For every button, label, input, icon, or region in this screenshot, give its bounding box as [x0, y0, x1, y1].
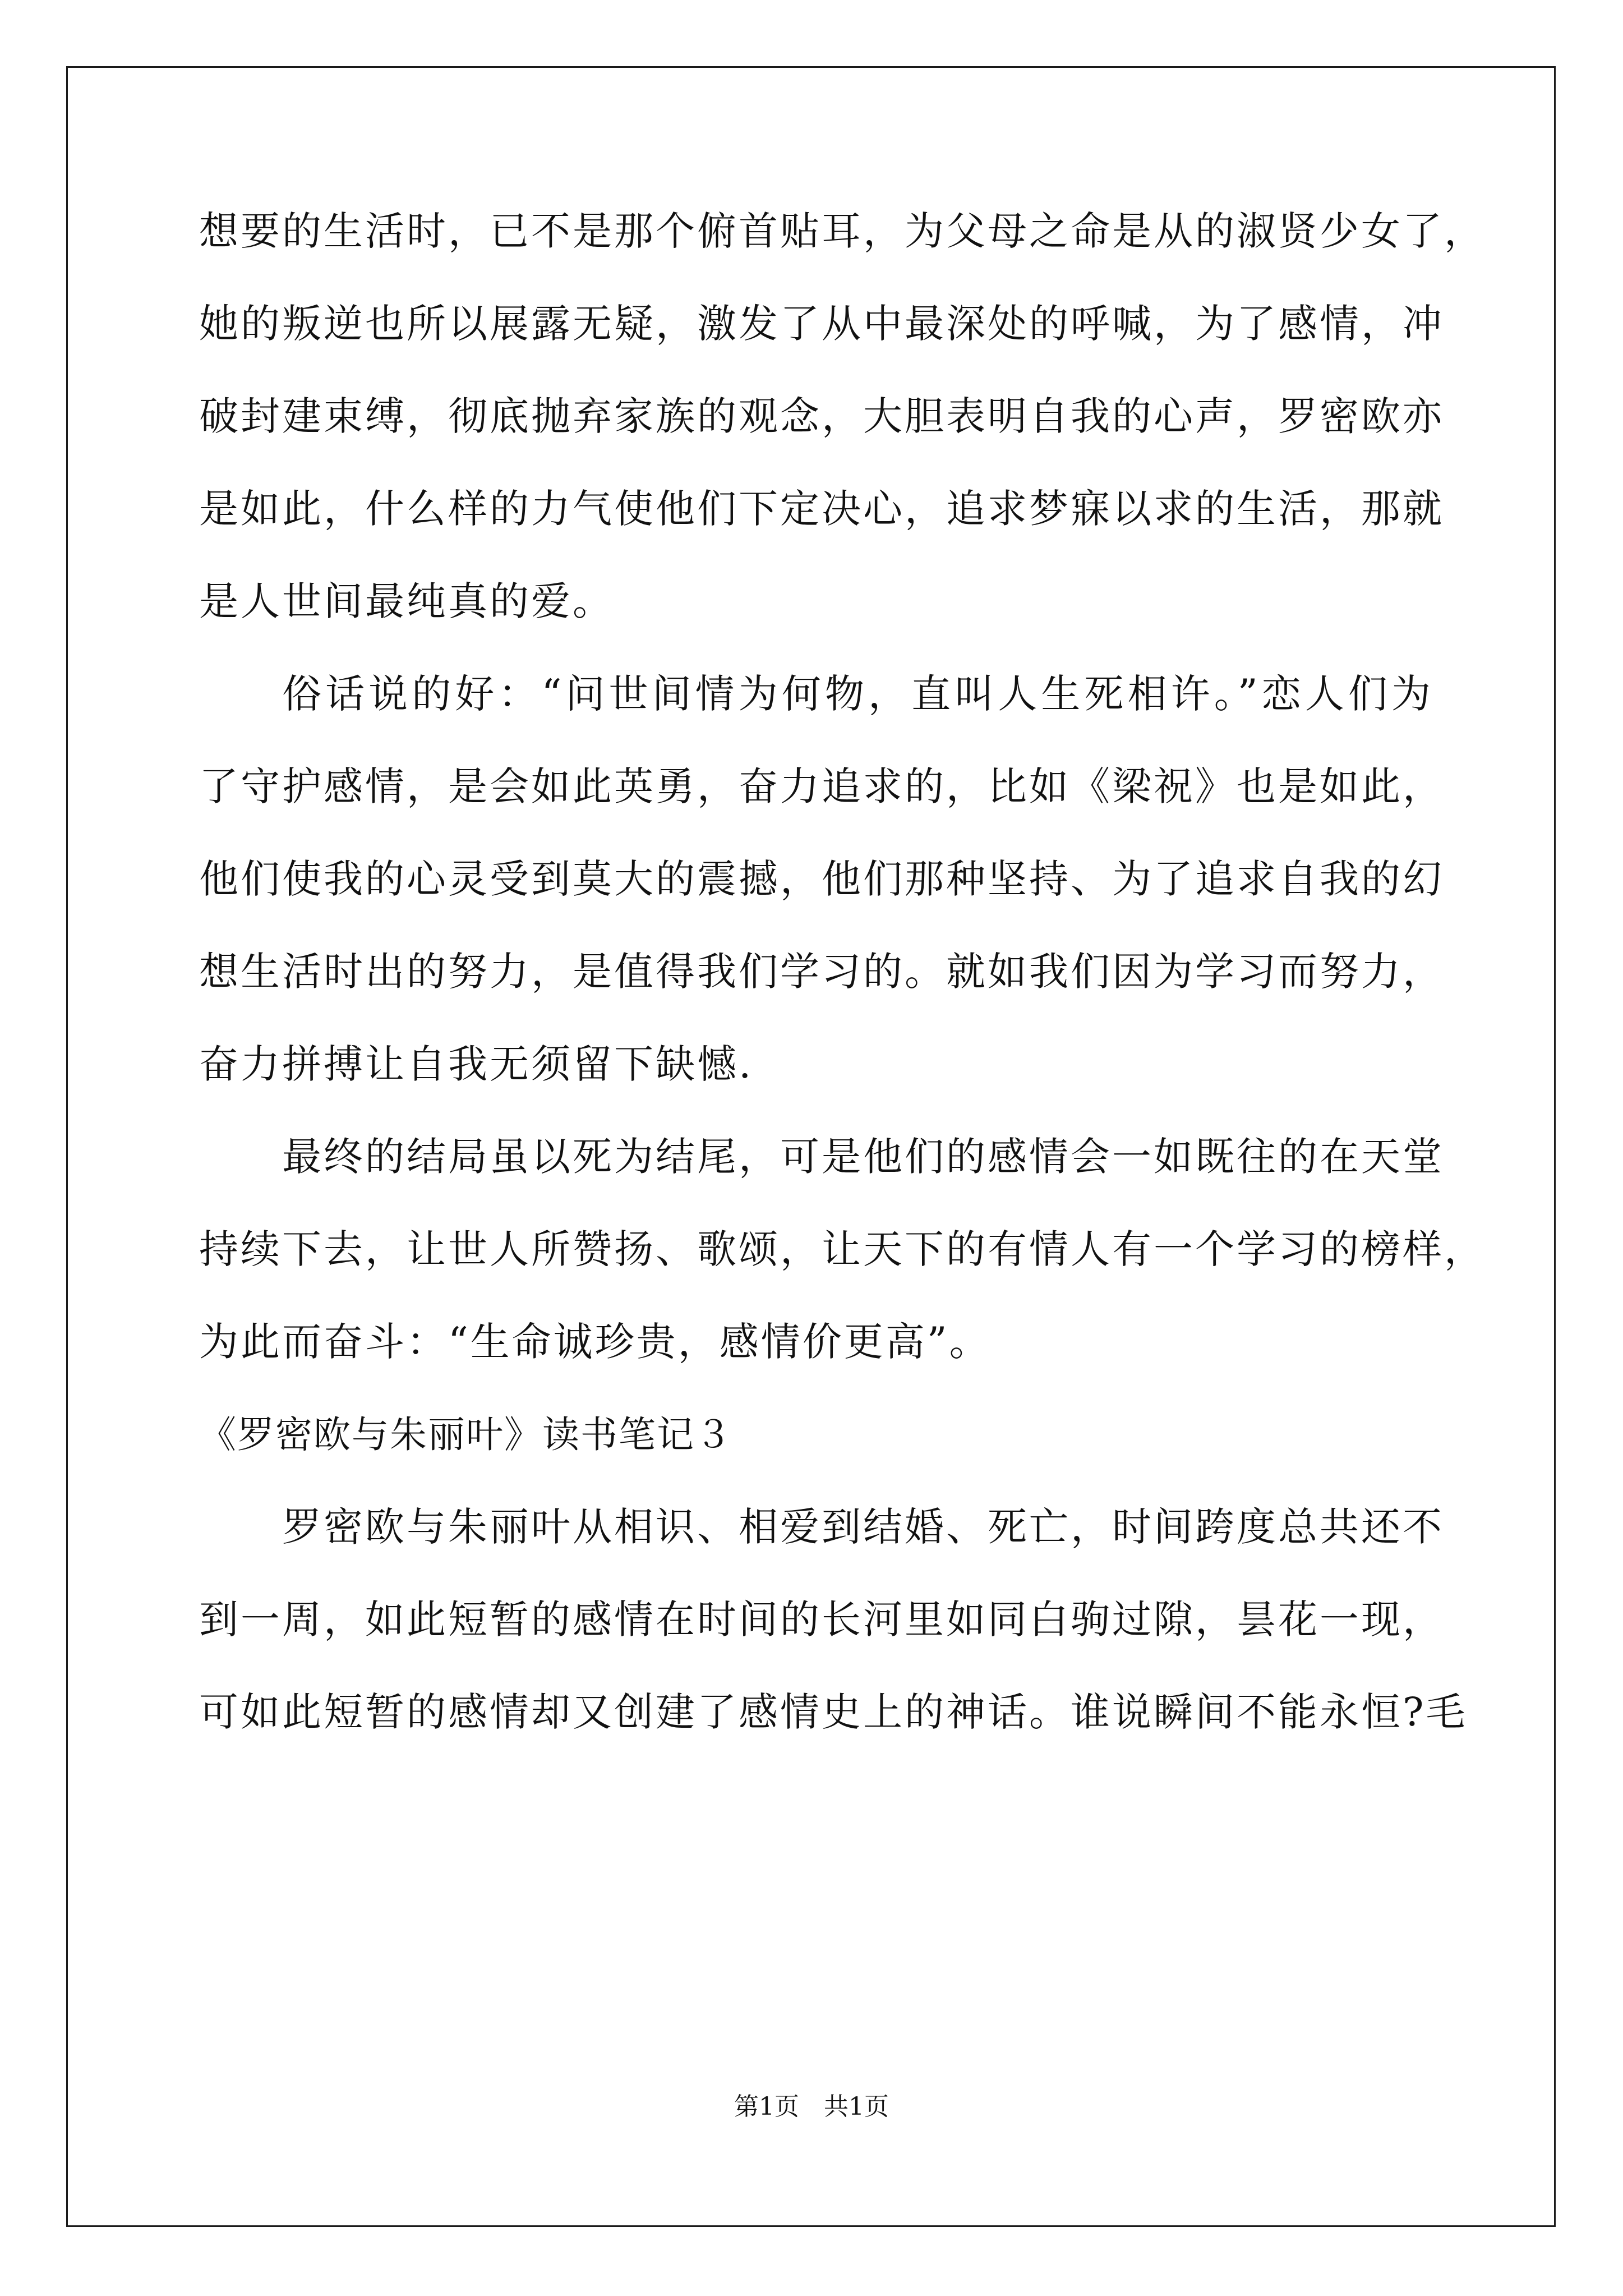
text-line: 俗话说的好：“问世间情为何物，直叫人生死相许。”恋人们为 [282, 671, 1433, 717]
text-line: 是人世间最纯真的爱。 [199, 578, 614, 624]
page-footer: 第1页 共1页 [734, 2092, 889, 2121]
text-line: 最终的结局虽以死为结尾，可是他们的感情会一如既往的在天堂 [282, 1134, 1444, 1180]
text-line: 可如此短暂的感情却又创建了感情史上的神话。谁说瞬间不能永恒?毛 [199, 1689, 1468, 1735]
text-line: 想要的生活时，已不是那个俯首贴耳，为父母之命是从的淑贤少女了， [199, 208, 1486, 254]
text-line: 罗密欧与朱丽叶从相识、相爱到结婚、死亡，时间跨度总共还不 [282, 1504, 1444, 1550]
text-line: 破封建束缚，彻底抛弃家族的观念，大胆表明自我的心声，罗密欧亦 [199, 393, 1444, 439]
text-line: 想生活时出的努力，是值得我们学习的。就如我们因为学习而努力， [199, 949, 1444, 995]
text-line: 是如此，什么样的力气使他们下定决心，追求梦寐以求的生活，那就 [199, 486, 1444, 532]
text-line: 到一周，如此短暂的感情在时间的长河里如同白驹过隙，昙花一现， [199, 1596, 1444, 1642]
text-line: 了守护感情，是会如此英勇，奋力追求的，比如《梁祝》也是如此， [199, 763, 1444, 809]
section-heading: 《罗密欧与朱丽叶》读书笔记３ [199, 1413, 733, 1456]
text-line: 奋力拼搏让自我无须留下缺憾. [199, 1041, 754, 1087]
text-line: 他们使我的心灵受到莫大的震撼，他们那种坚持、为了追求自我的幻 [199, 856, 1444, 902]
text-line: 持续下去，让世人所赞扬、歌颂，让天下的有情人有一个学习的榜样， [199, 1226, 1486, 1272]
text-line: 为此而奋斗：“生命诚珍贵，感情价更高”。 [199, 1319, 991, 1365]
text-line: 她的叛逆也所以展露无疑，激发了从中最深处的呼喊，为了感情，冲 [199, 301, 1444, 347]
document-body [199, 185, 1486, 1759]
